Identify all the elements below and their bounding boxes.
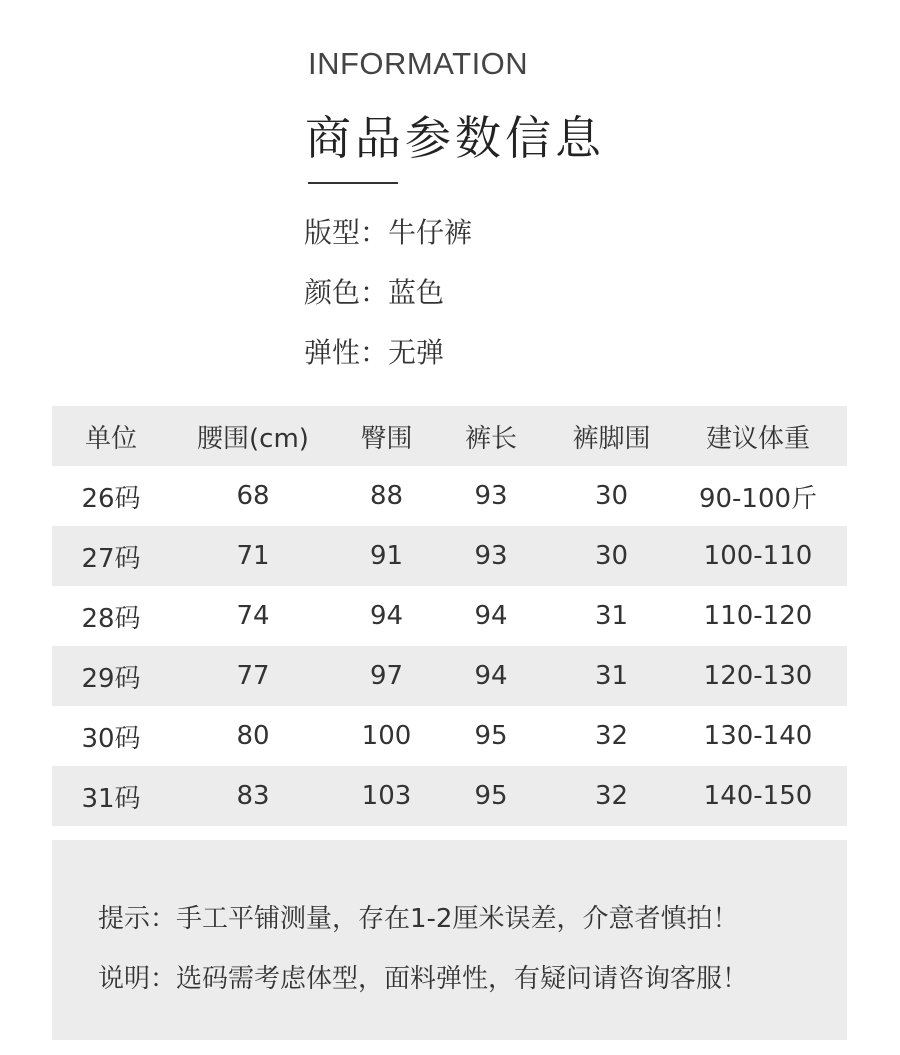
table-cell: 27码 xyxy=(81,543,141,574)
table-cell: 80 xyxy=(236,721,270,751)
table-row xyxy=(52,706,847,766)
table-cell: 95 xyxy=(474,781,508,811)
table-cell: 90-100斤 xyxy=(698,483,818,514)
table-row xyxy=(52,586,847,646)
table-cell: 93 xyxy=(474,541,508,571)
table-cell: 29码 xyxy=(81,663,141,694)
table-cell: 74 xyxy=(236,601,270,631)
table-cell: 93 xyxy=(474,481,508,511)
header-cell-unit: 单位 xyxy=(84,423,137,454)
table-cell: 30 xyxy=(594,541,629,571)
title-en: INFORMATION xyxy=(308,46,529,81)
header-cell-hem: 裤脚围 xyxy=(572,423,651,454)
table-cell: 100 xyxy=(361,721,412,751)
attribute-value: 牛仔裤 xyxy=(388,216,473,249)
table-cell: 88 xyxy=(369,481,404,511)
notes-box xyxy=(52,840,847,1040)
table-row xyxy=(52,526,847,586)
page-title: 商品参数信息 xyxy=(305,111,605,165)
attribute-list xyxy=(304,210,472,390)
table-row xyxy=(52,466,847,526)
table-cell: 26码 xyxy=(81,483,141,514)
attribute-row-color xyxy=(304,270,472,330)
table-cell: 130-140 xyxy=(703,721,813,751)
table-cell: 95 xyxy=(474,721,508,751)
header-cell-weight: 建议体重 xyxy=(705,423,810,454)
table-cell: 71 xyxy=(236,541,270,571)
table-cell: 120-130 xyxy=(703,661,813,691)
table-row xyxy=(52,766,847,826)
table-row xyxy=(52,646,847,706)
table-cell: 100-110 xyxy=(703,541,813,571)
header-cell-length: 裤长 xyxy=(464,423,517,454)
table-cell: 30码 xyxy=(81,723,141,754)
note-explanation: 说明：选码需考虑体型，面料弹性，有疑问请咨询客服！ xyxy=(98,964,749,994)
attribute-row-fit xyxy=(304,210,472,270)
note-tip: 提示：手工平铺测量，存在1-2厘米误差，介意者慎拍！ xyxy=(98,904,739,934)
table-cell: 77 xyxy=(236,661,270,691)
table-cell: 32 xyxy=(594,781,629,811)
table-cell: 83 xyxy=(236,781,270,811)
table-cell: 31码 xyxy=(81,783,141,814)
table-cell: 68 xyxy=(236,481,270,511)
attribute-label: 颜色： xyxy=(304,276,389,309)
attribute-label: 版型： xyxy=(304,216,389,249)
title-divider xyxy=(308,182,398,184)
table-cell: 110-120 xyxy=(703,601,813,631)
table-cell: 94 xyxy=(474,601,508,631)
table-cell: 103 xyxy=(361,781,412,811)
table-cell: 94 xyxy=(474,661,508,691)
table-cell: 31 xyxy=(594,661,629,691)
attribute-value: 无弹 xyxy=(388,336,445,369)
table-cell: 94 xyxy=(369,601,404,631)
header-cell-hip: 臀围 xyxy=(360,423,413,454)
table-cell: 30 xyxy=(594,481,629,511)
table-header-row xyxy=(52,406,847,466)
attribute-value: 蓝色 xyxy=(388,276,445,309)
table-cell: 97 xyxy=(369,661,404,691)
size-table xyxy=(52,406,847,826)
attribute-label: 弹性： xyxy=(304,336,389,369)
table-cell: 140-150 xyxy=(703,781,813,811)
table-cell: 32 xyxy=(594,721,629,751)
table-cell: 28码 xyxy=(81,603,141,634)
table-cell: 91 xyxy=(369,541,404,571)
header-cell-waist: 腰围(cm) xyxy=(197,423,309,454)
table-cell: 31 xyxy=(594,601,629,631)
attribute-row-elasticity xyxy=(304,330,472,390)
